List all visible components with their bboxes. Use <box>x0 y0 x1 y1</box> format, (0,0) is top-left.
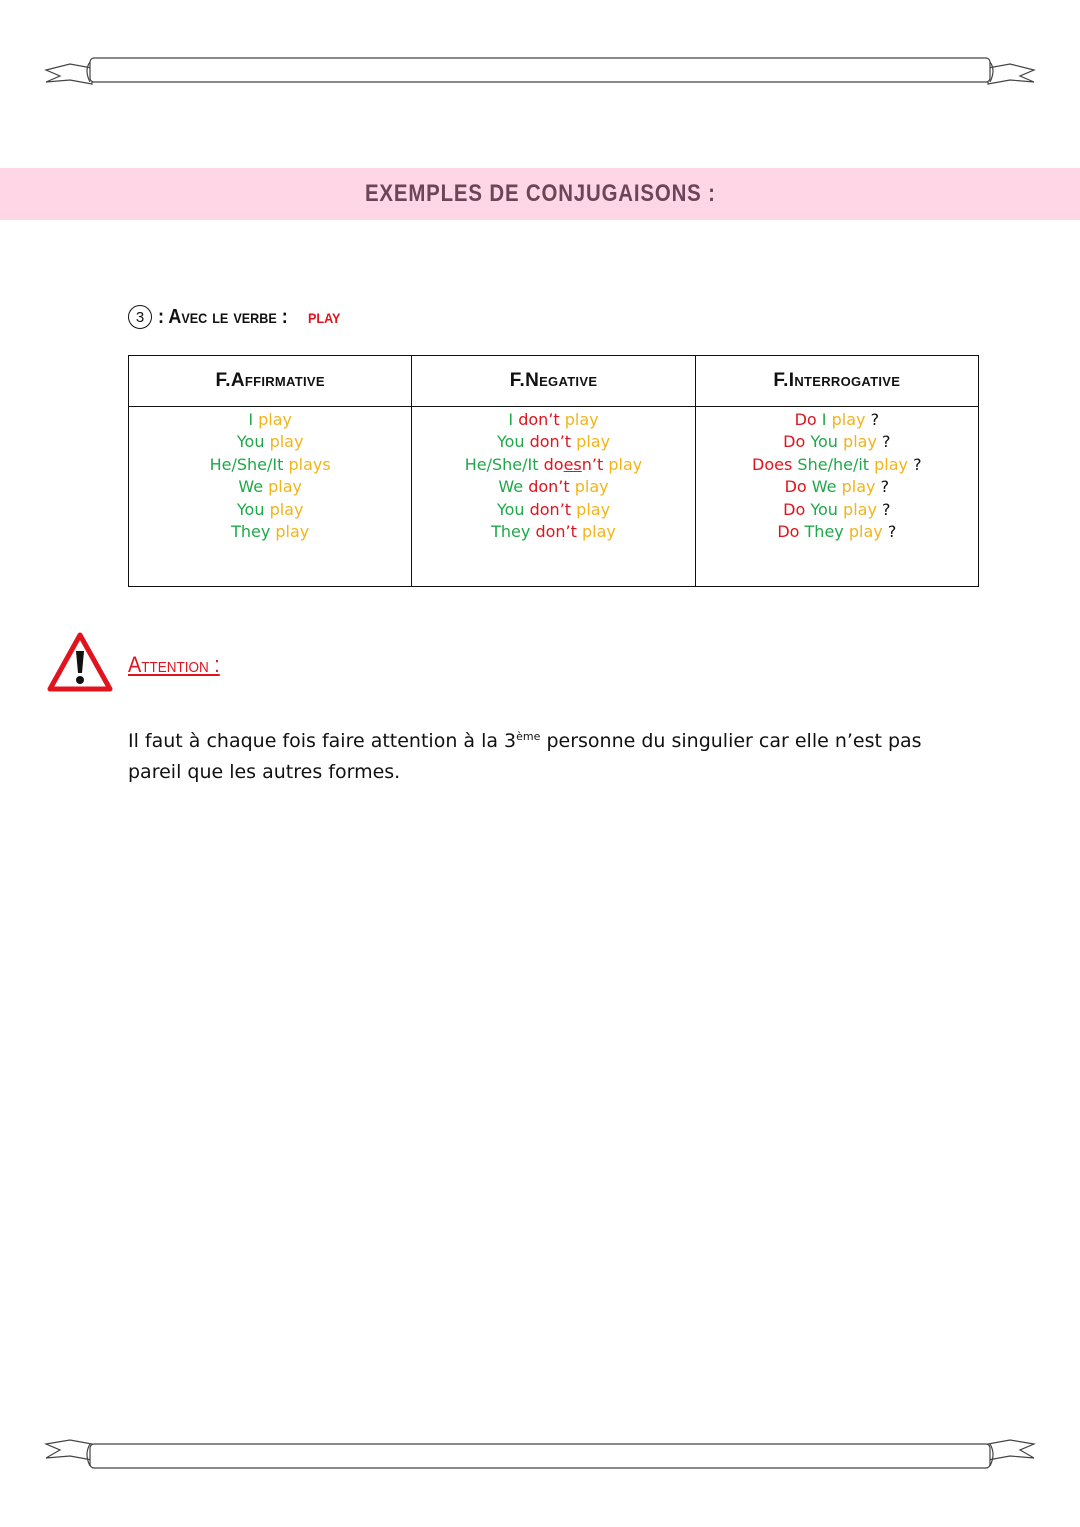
subject: He/She/It <box>464 454 539 474</box>
negative-line <box>413 476 693 498</box>
verb: play <box>268 477 303 497</box>
subject: You <box>236 432 265 452</box>
verb: play <box>258 410 292 429</box>
affirmative-line <box>130 521 410 543</box>
auxiliary: Do <box>783 432 806 452</box>
header-interrogative: F.Interrogative <box>695 356 978 407</box>
auxiliary: don’t <box>528 477 570 497</box>
verb: play <box>608 454 643 474</box>
verb: play <box>576 432 611 452</box>
attention-paragraph <box>128 726 968 788</box>
scroll-banner-bottom <box>40 1436 1040 1476</box>
auxiliary-part: n’t <box>581 454 604 474</box>
interrogative-line <box>697 521 977 543</box>
question-mark: ? <box>882 499 891 519</box>
verb: play <box>275 522 310 542</box>
auxiliary <box>544 455 604 474</box>
negative-line <box>413 454 693 476</box>
subject: You <box>810 499 838 519</box>
conjugation-table <box>128 355 979 587</box>
auxiliary: Do <box>784 477 807 497</box>
interrogative-line <box>697 409 977 431</box>
negative-line <box>413 431 693 453</box>
verb: play <box>576 499 611 519</box>
section-label: : Avec le verbe : <box>158 305 288 328</box>
interrogative-line <box>697 476 977 498</box>
scroll-banner-top <box>40 52 1040 92</box>
auxiliary-part: do <box>543 454 564 474</box>
warning-icon <box>46 631 114 693</box>
interrogative-line <box>697 431 977 453</box>
affirmative-cell <box>129 407 412 587</box>
verb: play <box>843 499 877 519</box>
auxiliary: Do <box>777 522 800 542</box>
verb: play <box>831 410 866 429</box>
subject: You <box>496 432 525 452</box>
header-negative: F.Negative <box>412 356 695 407</box>
subject: I <box>821 410 827 429</box>
subject: They <box>491 522 531 542</box>
subject: She/he/it <box>797 454 870 474</box>
attention-superscript: ème <box>516 730 541 743</box>
subject: We <box>811 477 837 497</box>
title-band <box>0 168 1080 220</box>
verb: play <box>874 454 909 474</box>
attention-text-end: personne du singulier car elle n’est pas pareil que les autres formes. <box>128 730 922 783</box>
affirmative-line <box>130 454 410 476</box>
verb: play <box>269 432 304 452</box>
negative-line <box>413 521 693 543</box>
question-mark: ? <box>880 477 890 497</box>
section-heading <box>128 302 344 332</box>
verb: play <box>269 499 304 519</box>
affirmative-line <box>130 431 410 453</box>
auxiliary-underlined: es <box>563 454 582 474</box>
question-mark: ? <box>887 522 897 542</box>
negative-line <box>413 409 693 431</box>
attention-heading: Attention : <box>128 652 220 677</box>
auxiliary: Do <box>794 410 817 429</box>
interrogative-line <box>697 454 977 476</box>
subject: He/She/It <box>209 454 284 474</box>
auxiliary: don’t <box>529 499 572 519</box>
auxiliary: don’t <box>518 410 560 429</box>
subject: I <box>248 410 254 429</box>
verb: play <box>843 432 877 452</box>
subject: You <box>810 432 838 452</box>
interrogative-line <box>697 499 977 521</box>
verb: play <box>841 477 876 497</box>
page-title: EXEMPLES DE CONJUGAISONS : <box>364 180 716 207</box>
verb: play <box>564 410 599 429</box>
auxiliary: Does <box>752 454 793 474</box>
table-header-row <box>129 356 979 407</box>
question-mark: ? <box>913 454 922 474</box>
negative-cell <box>412 407 695 587</box>
negative-line <box>413 499 693 521</box>
affirmative-line <box>130 409 410 431</box>
section-number: 3 <box>128 305 152 329</box>
affirmative-line <box>130 476 410 498</box>
attention-text-start: Il faut à chaque fois faire attention à la 3 <box>128 730 517 752</box>
auxiliary: don’t <box>529 432 572 452</box>
auxiliary: Do <box>783 499 806 519</box>
affirmative-line <box>130 499 410 521</box>
verb: plays <box>288 454 331 474</box>
subject: They <box>804 522 844 542</box>
interrogative-cell <box>695 407 978 587</box>
table-row <box>129 407 979 587</box>
subject: You <box>236 499 265 519</box>
section-verb: play <box>308 305 341 328</box>
subject: You <box>496 499 525 519</box>
question-mark: ? <box>882 432 891 452</box>
verb: play <box>581 522 616 542</box>
verb: play <box>848 522 883 542</box>
subject: We <box>238 477 264 497</box>
question-mark: ? <box>870 410 880 429</box>
auxiliary: don’t <box>535 522 577 542</box>
header-affirmative: F.Affirmative <box>129 356 412 407</box>
subject: They <box>231 522 271 542</box>
verb: play <box>574 477 609 497</box>
subject: We <box>498 477 524 497</box>
subject: I <box>508 410 514 429</box>
